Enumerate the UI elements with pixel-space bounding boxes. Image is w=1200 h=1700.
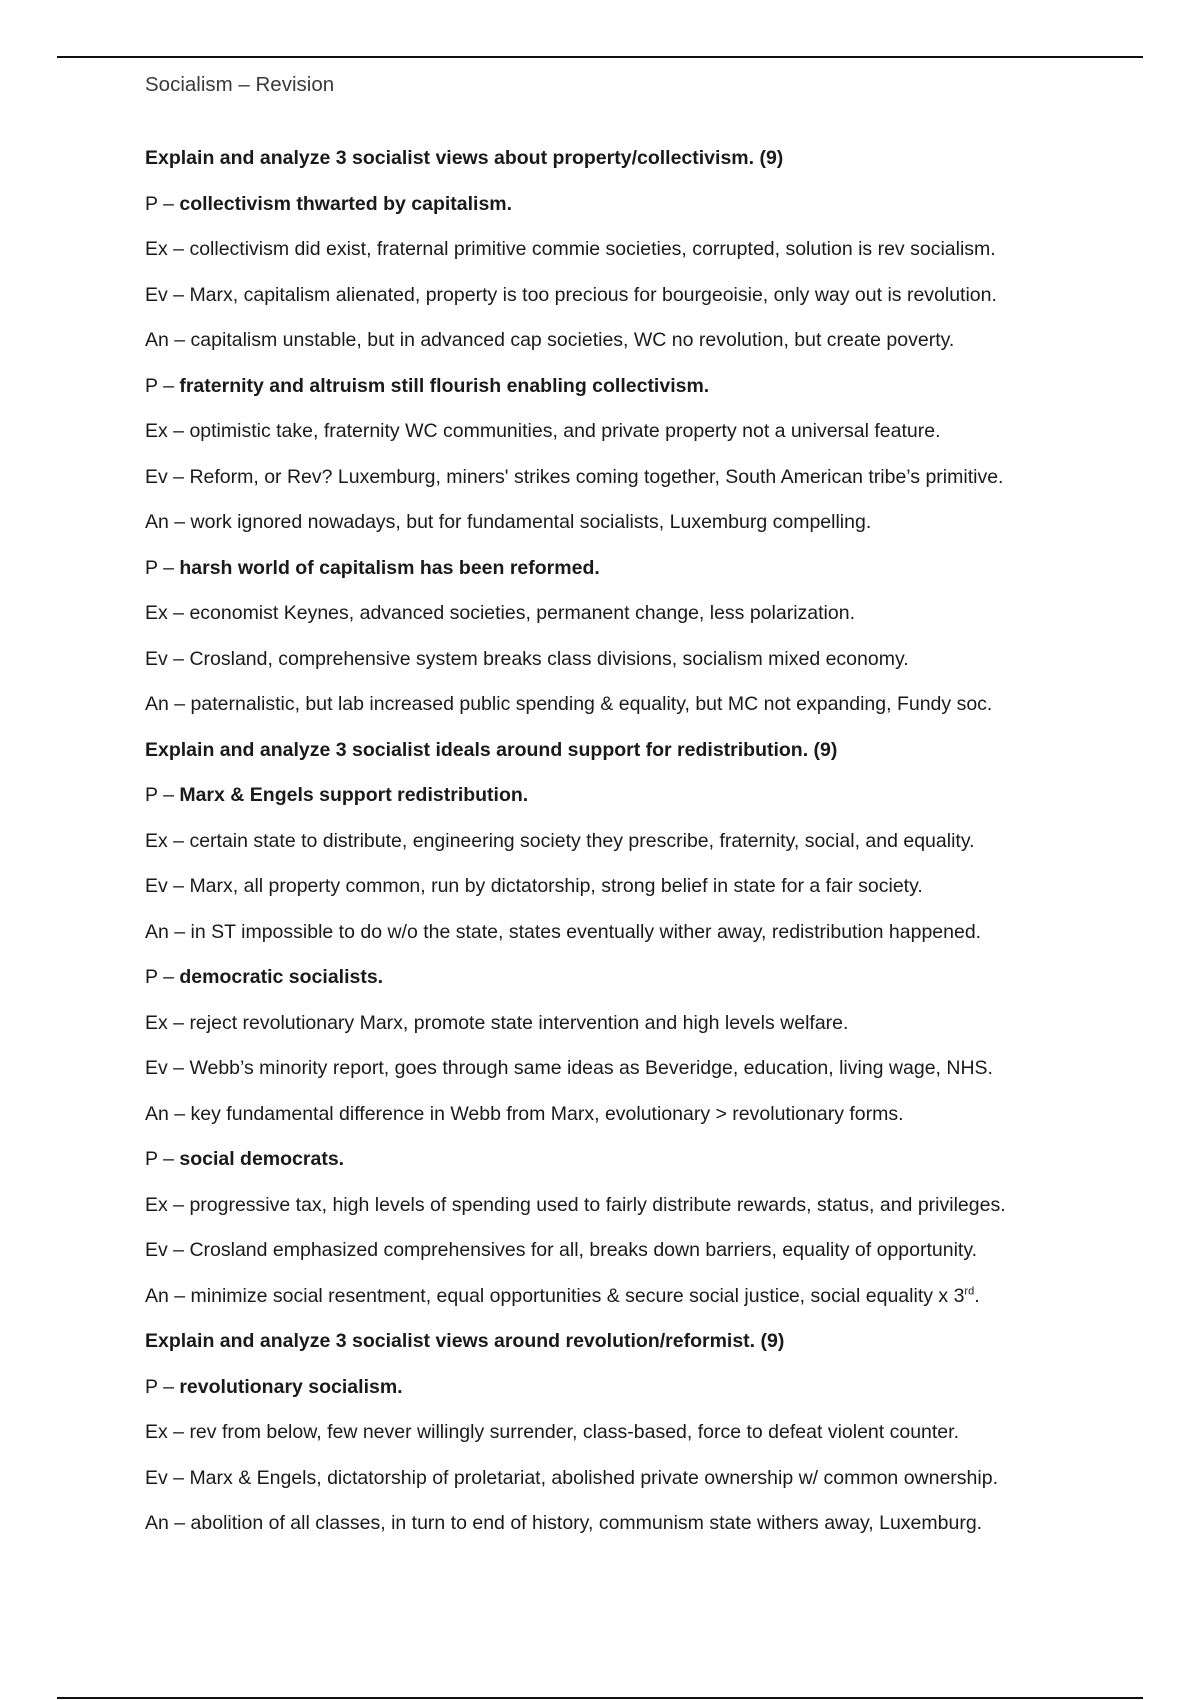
ex-prefix: Ex – <box>145 420 190 442</box>
point-line <box>145 780 1145 826</box>
point-line <box>145 962 1145 1008</box>
evidence-line <box>145 280 1145 326</box>
question-heading: Explain and analyze 3 socialist ideals around support for redistribution. (9) <box>145 738 838 761</box>
analysis-text: work ignored nowadays, but for fundamental socialists, Luxemburg compelling. <box>190 511 872 533</box>
evidence-line <box>145 1463 1145 1509</box>
ex-prefix: Ex – <box>145 1193 190 1216</box>
explanation-line <box>145 416 1145 462</box>
point-line <box>145 1144 1145 1190</box>
point-line <box>145 1372 1145 1418</box>
explanation-text: certain state to distribute, engineering society they prescribe, fraternity, social, and equality. <box>189 829 975 852</box>
point-prefix: P – <box>145 556 180 579</box>
analysis-text: in ST impossible to do w/o the state, states eventually wither away, redistribution happened. <box>190 920 982 943</box>
point-prefix: P – <box>145 966 180 988</box>
evidence-text: Reform, or Rev? Luxemburg, miners' strikes coming together, South American tribe’s primitive. <box>189 465 1004 488</box>
ev-prefix: Ev – <box>145 1466 190 1489</box>
analysis-line <box>145 1508 1145 1554</box>
explanation-line <box>145 1417 1145 1463</box>
explanation-text: progressive tax, high levels of spending used to fairly distribute rewards, status, and privileges. <box>189 1193 1006 1216</box>
question-heading: Explain and analyze 3 socialist views about property/collectivism. (9) <box>145 147 784 169</box>
point-line <box>145 189 1145 235</box>
analysis-line <box>145 325 1145 371</box>
page-header: Socialism – Revision <box>145 73 335 96</box>
explanation-text: reject revolutionary Marx, promote state intervention and high levels welfare. <box>189 1011 849 1034</box>
explanation-line <box>145 598 1145 644</box>
point-text: harsh world of capitalism has been reformed. <box>179 556 600 579</box>
ex-prefix: Ex – <box>145 1011 190 1034</box>
point-line <box>145 553 1145 599</box>
evidence-text: Crosland emphasized comprehensives for all, breaks down barriers, equality of opportunity. <box>189 1239 978 1261</box>
evidence-text: Webb’s minority report, goes through same ideas as Beveridge, education, living wage, NHS. <box>189 1057 993 1079</box>
explanation-text: economist Keynes, advanced societies, permanent change, less polarization. <box>189 602 855 624</box>
point-text: fraternity and altruism still flourish enabling collectivism. <box>179 374 710 397</box>
evidence-text: Marx, all property common, run by dictatorship, strong belief in state for a fair society. <box>189 875 923 897</box>
ex-prefix: Ex – <box>145 1421 190 1443</box>
evidence-text: Crosland, comprehensive system breaks class divisions, socialism mixed economy. <box>189 647 909 670</box>
explanation-text: rev from below, few never willingly surrender, class-based, force to defeat violent counter. <box>189 1421 959 1443</box>
ordinal-suffix: rd <box>964 1285 975 1297</box>
an-prefix: An – <box>145 1284 191 1307</box>
question-heading: Explain and analyze 3 socialist views around revolution/reformist. (9) <box>145 1330 785 1352</box>
analysis-line <box>145 1281 1145 1327</box>
ex-prefix: Ex – <box>145 829 190 852</box>
analysis-text: paternalistic, but lab increased public spending & equality, but MC not expanding, Fundy soc. <box>190 693 993 715</box>
ev-prefix: Ev – <box>145 1239 190 1261</box>
an-prefix: An – <box>145 920 191 943</box>
evidence-line <box>145 644 1145 690</box>
point-text: social democrats. <box>179 1148 345 1170</box>
explanation-line <box>145 1008 1145 1054</box>
point-prefix: P – <box>145 374 180 397</box>
an-prefix: An – <box>145 693 191 715</box>
analysis-line <box>145 1099 1145 1145</box>
an-prefix: An – <box>145 511 191 533</box>
point-text: Marx & Engels support redistribution. <box>179 784 529 806</box>
document-body <box>145 143 1145 1554</box>
an-prefix: An – <box>145 1102 191 1125</box>
point-prefix: P – <box>145 1375 180 1398</box>
explanation-line <box>145 234 1145 280</box>
ex-prefix: Ex – <box>145 238 190 260</box>
an-prefix: An – <box>145 1512 191 1534</box>
analysis-line <box>145 689 1145 735</box>
ev-prefix: Ev – <box>145 465 190 488</box>
evidence-line <box>145 462 1145 508</box>
point-text: democratic socialists. <box>179 966 384 988</box>
evidence-line <box>145 1053 1145 1099</box>
point-text: revolutionary socialism. <box>179 1375 403 1398</box>
explanation-text: collectivism did exist, fraternal primitive commie societies, corrupted, solution is rev socialism. <box>189 238 996 260</box>
analysis-text: capitalism unstable, but in advanced cap societies, WC no revolution, but create poverty. <box>190 329 955 351</box>
an-prefix: An – <box>145 329 191 351</box>
ev-prefix: Ev – <box>145 283 190 306</box>
explanation-line <box>145 826 1145 872</box>
ev-prefix: Ev – <box>145 1057 190 1079</box>
ex-prefix: Ex – <box>145 602 190 624</box>
point-line <box>145 371 1145 417</box>
analysis-text: abolition of all classes, in turn to end of history, communism state withers away, Luxemburg. <box>190 1512 983 1534</box>
ev-prefix: Ev – <box>145 875 190 897</box>
bottom-rule <box>57 1697 1143 1699</box>
evidence-line <box>145 871 1145 917</box>
analysis-text: key fundamental difference in Webb from Marx, evolutionary > revolutionary forms. <box>190 1102 904 1125</box>
evidence-text: Marx & Engels, dictatorship of proletariat, abolished private ownership w/ common ownership. <box>189 1466 998 1489</box>
top-rule <box>57 56 1143 58</box>
point-prefix: P – <box>145 192 180 215</box>
evidence-line <box>145 1235 1145 1281</box>
analysis-line <box>145 507 1145 553</box>
point-prefix: P – <box>145 1148 180 1170</box>
explanation-text: optimistic take, fraternity WC communities, and private property not a universal feature. <box>189 420 941 442</box>
analysis-end: . <box>974 1284 980 1307</box>
point-text: collectivism thwarted by capitalism. <box>179 192 513 215</box>
ev-prefix: Ev – <box>145 647 190 670</box>
point-prefix: P – <box>145 784 180 806</box>
evidence-text: Marx, capitalism alienated, property is too precious for bourgeoisie, only way out is revolution. <box>189 283 997 306</box>
explanation-line <box>145 1190 1145 1236</box>
analysis-line <box>145 917 1145 963</box>
analysis-text: minimize social resentment, equal opportunities & secure social justice, social equality x 3 <box>190 1284 965 1307</box>
